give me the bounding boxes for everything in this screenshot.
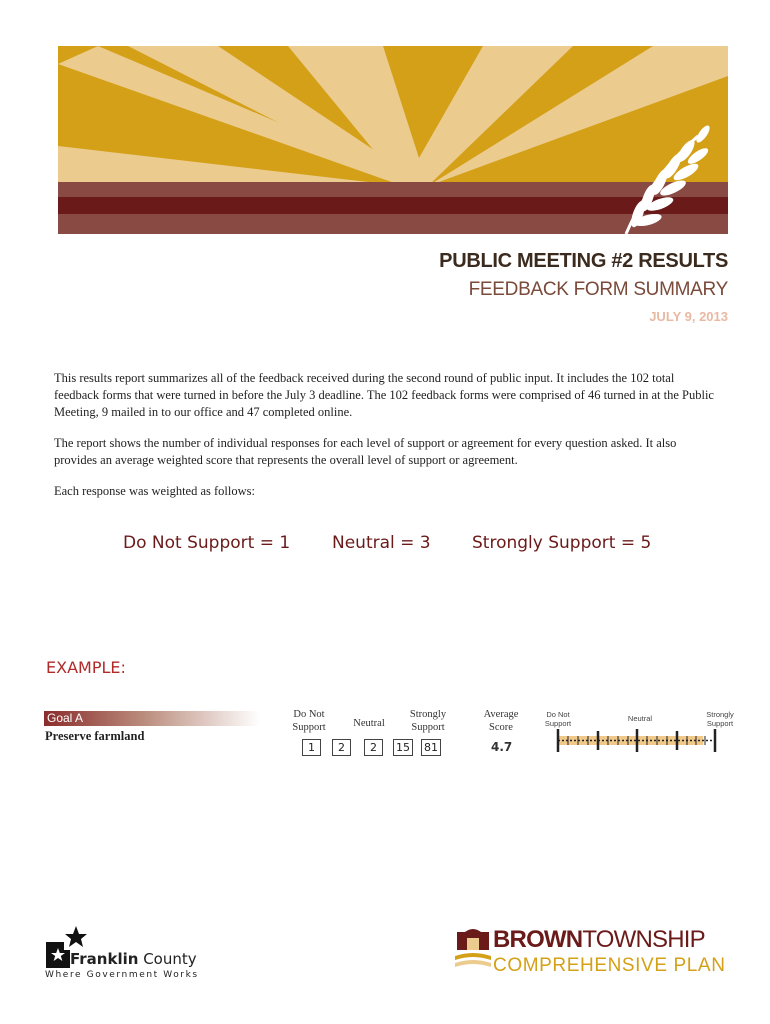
scale-label-mid: Neutral xyxy=(627,714,653,723)
comprehensive-plan-title: COMPREHENSIVE PLAN xyxy=(493,955,726,976)
col-head-neutral: Neutral xyxy=(353,718,385,729)
intro-paragraph-2: The report shows the number of individual responses for each level of support or agreement for every question asked. It also provides an average weighted score that represents the overall level of support or agreement. xyxy=(54,436,677,467)
page-subtitle: FEEDBACK FORM SUMMARY xyxy=(468,279,728,300)
col-head-strongly-support: Strongly Support xyxy=(409,709,447,733)
count-box: 2 xyxy=(332,739,351,756)
scale-label-left: Do Not Support xyxy=(544,710,572,728)
intro-paragraph-3: Each response was weighted as follows: xyxy=(54,484,255,498)
intro-paragraph-1: This results report summarizes all of the feedback received during the second round of public input. It includes the 102 total feedback forms that were turned in before the July 3 deadline. The 102 feedback forms were comprised of 46 turned in at the Public Meeting, 9 mailed in to our office and 47 completed online. xyxy=(54,371,714,419)
count-box: 2 xyxy=(364,739,383,756)
weight-neutral: Neutral = 3 xyxy=(332,533,431,553)
example-heading: EXAMPLE: xyxy=(46,658,126,677)
goal-label: Goal A xyxy=(47,711,84,725)
count-box: 15 xyxy=(393,739,413,756)
page-title: PUBLIC MEETING #2 RESULTS xyxy=(439,250,728,272)
count-box: 81 xyxy=(421,739,441,756)
franklin-county-name: Franklin County xyxy=(70,950,197,968)
count-box: 1 xyxy=(302,739,321,756)
scale-label-right: Strongly Support xyxy=(706,710,734,728)
score-scale xyxy=(555,728,720,754)
wheat-icon xyxy=(618,116,713,234)
weight-do-not-support: Do Not Support = 1 xyxy=(123,533,291,553)
col-head-do-not-support: Do Not Support xyxy=(292,709,326,733)
franklin-county-tagline: Where Government Works xyxy=(45,970,199,980)
average-score-value: 4.7 xyxy=(491,740,513,754)
col-head-average-score: Average Score xyxy=(483,709,519,733)
title-block xyxy=(439,250,728,324)
goal-text: Preserve farmland xyxy=(45,729,145,743)
star-icon xyxy=(65,926,87,947)
brown-township-title: BROWNTOWNSHIP xyxy=(493,926,705,953)
intro-text xyxy=(54,370,719,514)
goal-label-bar xyxy=(44,711,260,726)
weight-strongly-support: Strongly Support = 5 xyxy=(472,533,652,553)
header-banner xyxy=(58,46,728,234)
barn-logo-icon xyxy=(455,928,491,972)
page-date: JULY 9, 2013 xyxy=(649,309,728,324)
